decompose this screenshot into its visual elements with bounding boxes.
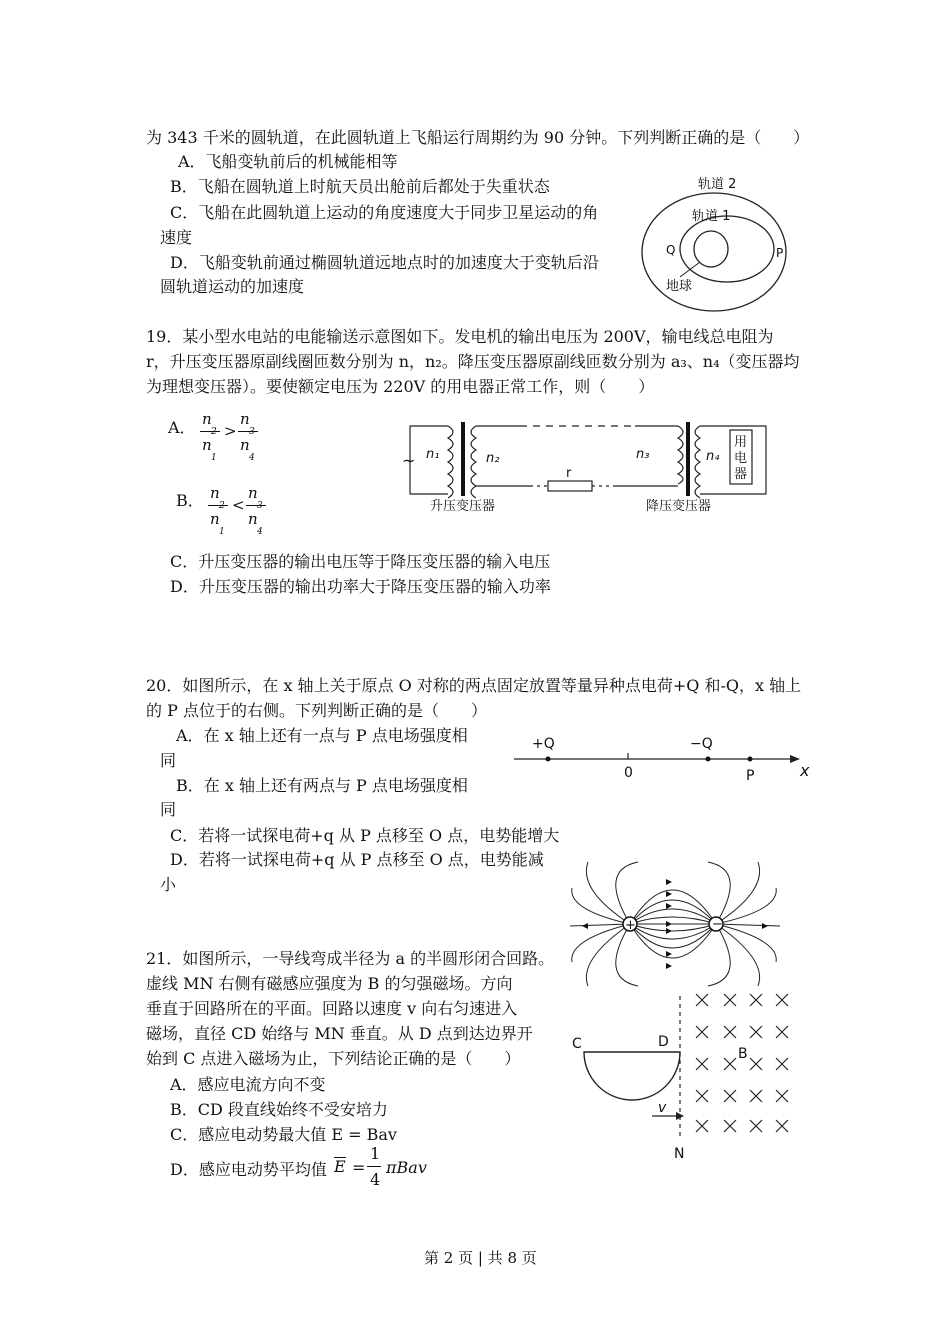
frac-a-n4: n <box>240 436 250 454</box>
q21-stem-line2: 虚线 MN 右侧有磁感应强度为 B 的匀强磁场。方向 <box>146 974 513 993</box>
emf-equals: = <box>352 1158 366 1177</box>
q20-stem-line1: 20．如图所示，在 x 轴上关于原点 O 对称的两点固定放置等量异种点电荷+Q 和-Q，x 轴上 <box>146 676 802 695</box>
x-axis-charges-diagram <box>510 730 820 790</box>
positive-charge-sign: + <box>625 918 636 933</box>
page-footer: 第 2 页 | 共 8 页 <box>424 1249 537 1267</box>
emf-average-symbol: E <box>334 1157 346 1176</box>
frac-a-n1: n <box>202 436 212 454</box>
origin-label: 0 <box>624 765 633 781</box>
step-up-core <box>461 422 465 496</box>
q20-option-b-cont: 同 <box>160 800 177 819</box>
q19-stem-line1: 19．某小型水电站的电能输送示意图如下。发电机的输出电压为 200V，输电线总电阻为 <box>146 327 774 346</box>
semicircle-loop-magnetic-field-diagram <box>570 990 810 1170</box>
point-d-label: D <box>658 1034 669 1050</box>
q18-option-c-cont: 速度 <box>160 228 193 247</box>
velocity-label: v <box>658 1100 667 1116</box>
coil-n1-label: n₁ <box>426 447 440 462</box>
orbit-diagram <box>640 172 820 312</box>
point-q-label: Q <box>666 243 676 257</box>
plus-q-label: +Q <box>532 736 555 752</box>
earth-label: 地球 <box>666 279 693 294</box>
q19-option-d: D．升压变压器的输出功率大于降压变压器的输入功率 <box>170 577 551 596</box>
point-p-label: P <box>746 768 755 784</box>
frac-b-n2: n <box>210 484 220 502</box>
point-p-label: P <box>776 246 784 260</box>
load-char-2: 电 <box>734 451 748 466</box>
emf-frac-num: 1 <box>370 1144 381 1163</box>
point-n-label: N <box>674 1146 685 1162</box>
q19-option-b-fraction <box>208 484 278 537</box>
earth-circle <box>694 231 728 267</box>
q18-stem-tail: 为 343 千米的圆轨道，在此圆轨道上飞船运行周期约为 90 分钟。下列判断正确的是（ ） <box>146 128 810 147</box>
field-b-label: B <box>738 1046 748 1062</box>
q21-option-d-formula <box>330 1144 440 1194</box>
step-up-label: 升压变压器 <box>430 499 496 514</box>
q20-option-d-cont: 小 <box>160 875 177 894</box>
q21-stem-line5: 始到 C 点进入磁场为止，下列结论正确的是（ ） <box>146 1049 521 1068</box>
frac-b-s1: 1 <box>219 527 225 537</box>
frac-a-s2: 2 <box>211 427 217 437</box>
q21-option-d-label: D．感应电动势平均值 <box>170 1160 327 1179</box>
q18-option-b: B．飞船在圆轨道上时航天员出舱前后都处于失重状态 <box>170 177 550 196</box>
step-down-label: 降压变压器 <box>646 499 712 514</box>
orbit-2-label: 轨道 2 <box>698 177 737 192</box>
coil-n1 <box>448 426 453 498</box>
load-char-1: 用 <box>734 435 748 450</box>
frac-a-n3: n <box>240 410 250 428</box>
coil-n4-label: n₄ <box>706 449 720 464</box>
q19-stem-line2: r，升压变压器原副线圈匝数分别为 n，n₂。降压变压器原副线匝数分别为 a₃、n₄（变压器均 <box>146 352 800 371</box>
frac-b-s4: 4 <box>257 527 263 537</box>
frac-a-s3: 3 <box>249 427 255 437</box>
resistor-r <box>548 481 592 491</box>
q20-stem-line2: 的 P 点位于的右侧。下列判断正确的是（ ） <box>146 701 487 720</box>
minus-q-label: −Q <box>690 736 713 752</box>
frac-a-op: > <box>224 422 237 440</box>
dipole-field-lines-diagram <box>568 860 788 990</box>
q19-stem-line3: 为理想变压器）。要使额定电压为 220V 的用电器正常工作，则（ ） <box>146 377 655 396</box>
frac-a-s1: 1 <box>211 453 217 463</box>
frac-b-op: < <box>232 496 245 514</box>
q21-stem-line1: 21．如图所示，一导线弯成半径为 a 的半圆形闭合回路。 <box>146 949 555 968</box>
semicircle-loop <box>584 1052 680 1100</box>
q18-option-c: C．飞船在此圆轨道上运动的角度速度大于同步卫星运动的角 <box>170 203 599 222</box>
q19-option-c: C．升压变压器的输出电压等于降压变压器的输入电压 <box>170 552 551 571</box>
q19-option-a-label: A． <box>168 418 196 437</box>
frac-b-n4: n <box>248 510 258 528</box>
point-c-label: C <box>572 1036 582 1052</box>
frac-b-s3: 3 <box>257 501 263 511</box>
coil-n4 <box>695 426 700 498</box>
field-crosses <box>696 994 788 1132</box>
coil-n2-label: n₂ <box>486 451 500 466</box>
coil-n2 <box>471 426 476 498</box>
transmission-diagram <box>400 418 770 518</box>
emf-frac-den: 4 <box>370 1170 381 1189</box>
q19-option-b-label: B． <box>176 491 204 510</box>
q21-option-a: A．感应电流方向不变 <box>170 1075 326 1094</box>
q20-option-d: D．若将一试探电荷+q 从 P 点移至 O 点，电势能减 <box>170 850 544 869</box>
charge-minus-q-dot <box>706 757 711 762</box>
q19-option-a-fraction <box>200 410 270 463</box>
q21-option-b: B．CD 段直线始终不受安培力 <box>170 1100 388 1119</box>
q21-option-c: C．感应电动势最大值 E = Bav <box>170 1125 397 1144</box>
negative-charge-sign: − <box>712 917 723 932</box>
frac-b-n3: n <box>248 484 258 502</box>
q20-option-b: B．在 x 轴上还有两点与 P 点电场强度相 <box>176 776 468 795</box>
q21-stem-line3: 垂直于回路所在的平面。回路以速度 v 向右匀速进入 <box>146 999 518 1018</box>
x-axis-label: x <box>800 761 810 780</box>
q20-option-a: A．在 x 轴上还有一点与 P 点电场强度相 <box>176 726 468 745</box>
load-char-3: 器 <box>734 467 748 482</box>
point-p-dot <box>748 757 753 762</box>
q20-option-c: C．若将一试探电荷+q 从 P 点移至 O 点，电势能增大 <box>170 826 560 845</box>
frac-a-n2: n <box>202 410 212 428</box>
orbit-1-label: 轨道 1 <box>692 209 731 224</box>
coil-n3 <box>678 426 683 484</box>
frac-a-s4: 4 <box>249 453 255 463</box>
q18-option-d-cont: 圆轨道运动的加速度 <box>160 277 305 296</box>
q18-option-a: A．飞船变轨前后的机械能相等 <box>178 152 398 171</box>
frac-b-n1: n <box>210 510 220 528</box>
resistor-r-label: r <box>566 466 572 481</box>
emf-pi-bav: πBav <box>386 1158 427 1177</box>
step-down-core <box>686 422 690 496</box>
charge-plus-q-dot <box>546 757 551 762</box>
q18-option-d: D．飞船变轨前通过椭圆轨道远地点时的加速度大于变轨后沿 <box>170 253 599 272</box>
x-axis-arrow <box>790 755 800 763</box>
coil-n3-label: n₃ <box>636 447 650 462</box>
q21-stem-line4: 磁场，直径 CD 始络与 MN 垂直。从 D 点到达边界开 <box>146 1024 533 1043</box>
q20-option-a-cont: 同 <box>160 751 177 770</box>
ac-source-symbol: ~ <box>402 451 416 470</box>
frac-b-s2: 2 <box>219 501 225 511</box>
